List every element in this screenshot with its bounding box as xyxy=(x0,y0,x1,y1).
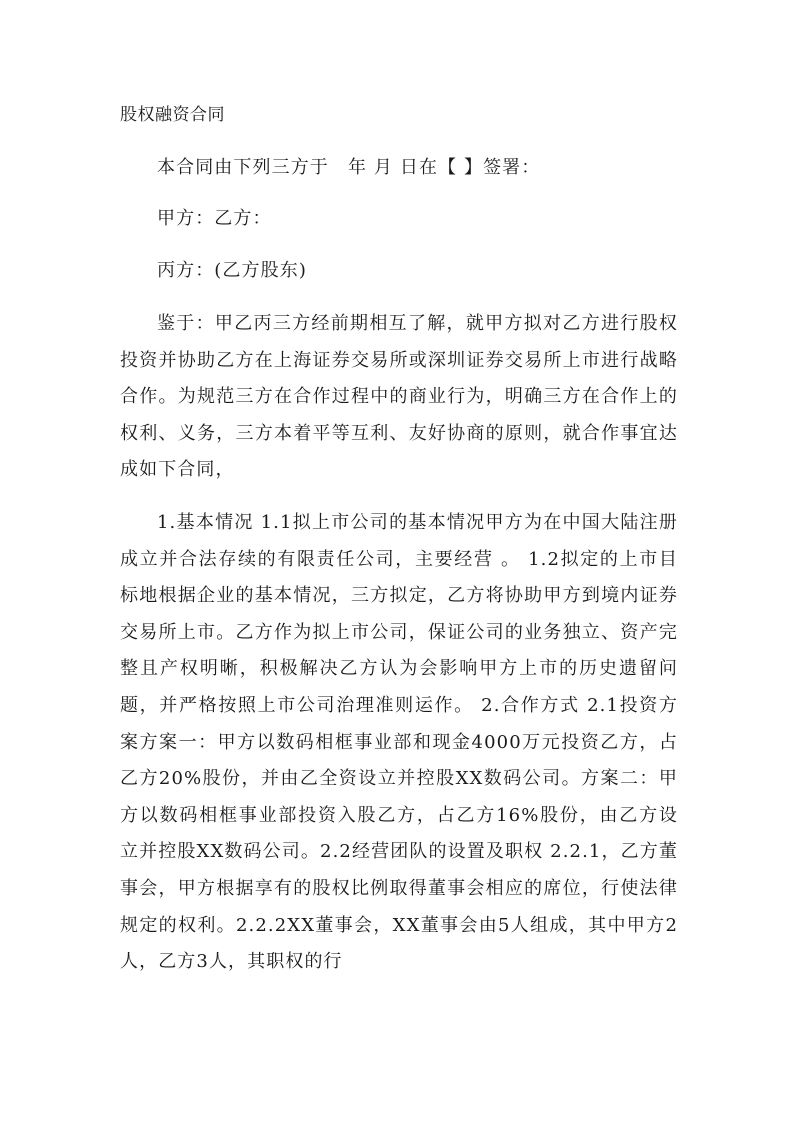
signing-statement: 本合同由下列三方于 年 月 日在【 】签署： xyxy=(157,157,541,178)
parties-a-b: 甲方：乙方： xyxy=(157,208,272,229)
recital-paragraph: 鉴于：甲乙丙三方经前期相互了解，就甲方拟对乙方进行股权投资并协助乙方在上海证券交易所或深圳证券交易所上市进行战略合作。为规范三方在合作过程中的商业行为，明确三方在合作上的权利、义务，三方本着平等互利、友好协商的原则，就合作事宜达成如下合同， xyxy=(120,313,678,481)
document-title: 股权融资合同 xyxy=(120,105,225,125)
party-c: 丙方：(乙方股东) xyxy=(157,260,307,281)
terms-paragraph: 1.基本情况 1.1拟上市公司的基本情况甲方为在中国大陆注册成立并合法存续的有限责任公司，主要经营 。 1.2拟定的上市目标地根据企业的基本情况，三方拟定，乙方将协助甲方到境内证券交易所上市。乙方作为拟上市公司，保证公司的业务独立、资产完整且产权明晰，积极解决乙方认为会影响甲方上市的历史遗留问题，并严格按照上市公司治理准则运作。 2.合作方式 2.1投资方案方案一：甲方以数码相框事业部和现金4000万元投资乙方，占乙方20%股份，并由乙全资设立并控股XX数码公司。方案二：甲方以数码相框事业部投资入股乙方，占乙方16%股份，由乙方设立并控股XX数码公司。2.2经营团队的设置及职权 2.2.1，乙方董事会，甲方根据享有的股权比例取得董事会相应的席位，行使法律规定的权利。2.2.2XX董事会，XX董事会由5人组成，其中甲方2人，乙方3人，其职权的行 xyxy=(120,512,678,973)
